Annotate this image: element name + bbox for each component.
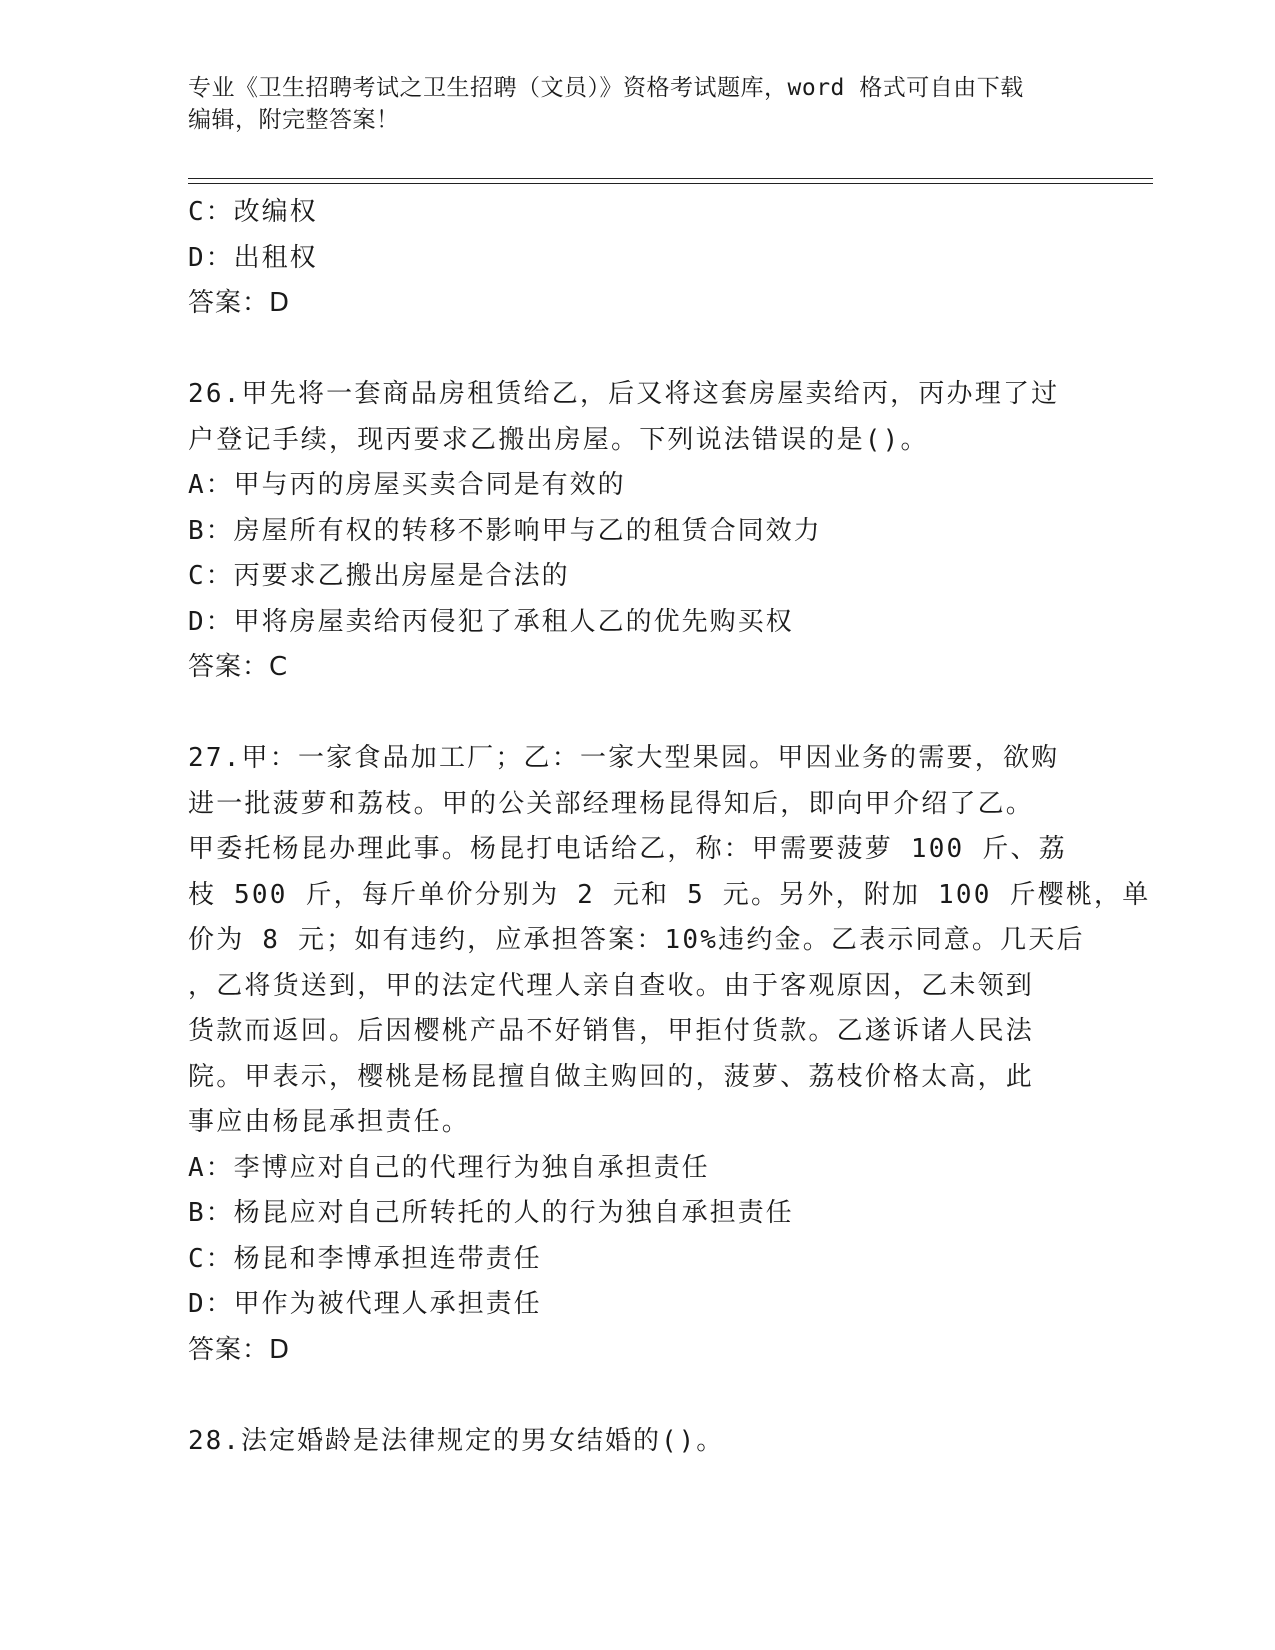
question-26 bbox=[188, 372, 1088, 691]
stem-line: 院。甲表示，樱桃是杨昆擅自做主购回的，菠萝、荔枝价格太高，此 bbox=[188, 1061, 1035, 1092]
question-25-tail bbox=[188, 190, 1088, 327]
stem-line: 货款而返回。后因樱桃产品不好销售，甲拒付货款。乙遂诉诸人民法 bbox=[188, 1016, 1035, 1046]
option-d: D：甲作为被代理人承担责任 bbox=[188, 1289, 542, 1319]
option-b: B：杨昆应对自己所转托的人的行为独自承担责任 bbox=[188, 1198, 794, 1228]
option-d: D：甲将房屋卖给丙侵犯了承租人乙的优先购买权 bbox=[188, 606, 794, 637]
stem-line: 甲委托杨昆办理此事。杨昆打电话给乙，称：甲需要菠萝 100 斤、荔 bbox=[188, 834, 1067, 864]
stem-line: 枝 500 斤，每斤单价分别为 2 元和 5 元。另外，附加 100 斤樱桃，单 bbox=[188, 879, 1151, 910]
question-stem bbox=[188, 372, 1088, 463]
option-c: C：杨昆和李博承担连带责任 bbox=[188, 1243, 542, 1274]
option-c: C：丙要求乙搬出房屋是合法的 bbox=[188, 561, 570, 591]
answer: 答案：C bbox=[188, 652, 289, 682]
answer: 答案：D bbox=[188, 288, 291, 318]
spacer bbox=[188, 327, 1088, 373]
header-divider-bottom bbox=[188, 183, 1153, 184]
stem-line: ，乙将货送到，甲的法定代理人亲自查收。由于客观原因，乙未领到 bbox=[188, 970, 1035, 1001]
header-divider-top bbox=[188, 178, 1153, 179]
document-header bbox=[188, 72, 1068, 136]
stem-line: 26.甲先将一套商品房租赁给乙，后又将这套房屋卖给丙，丙办理了过 bbox=[188, 379, 1060, 409]
option-a: A：李博应对自己的代理行为独自承担责任 bbox=[188, 1152, 710, 1183]
spacer bbox=[188, 1373, 1088, 1419]
stem-line: 进一批菠萝和荔枝。甲的公关部经理杨昆得知后，即向甲介绍了乙。 bbox=[188, 788, 1035, 819]
stem-line: 27.甲：一家食品加工厂；乙：一家大型果园。甲因业务的需要，欲购 bbox=[188, 743, 1060, 773]
stem-line: 价为 8 元；如有违约，应承担答案：10%违约金。乙表示同意。几天后 bbox=[188, 925, 1085, 955]
question-stem: 28.法定婚龄是法律规定的男女结婚的()。 bbox=[188, 1425, 725, 1456]
stem-line: 事应由杨昆承担责任。 bbox=[188, 1107, 471, 1137]
question-28 bbox=[188, 1419, 1088, 1465]
stem-line: 户登记手续，现丙要求乙搬出房屋。下列说法错误的是()。 bbox=[188, 424, 929, 455]
option-a: A：甲与丙的房屋买卖合同是有效的 bbox=[188, 470, 626, 500]
header-line-2: 编辑，附完整答案！ bbox=[188, 107, 400, 133]
option-b: B：房屋所有权的转移不影响甲与乙的租赁合同效力 bbox=[188, 515, 822, 546]
header-line-1: 专业《卫生招聘考试之卫生招聘（文员）》资格考试题库，word 格式可自由下载 bbox=[188, 75, 1024, 101]
question-27 bbox=[188, 736, 1151, 1373]
document-body bbox=[188, 190, 1151, 1464]
question-stem bbox=[188, 736, 1151, 1146]
spacer bbox=[188, 691, 1088, 737]
answer: 答案：D bbox=[188, 1334, 291, 1365]
option-c: C：改编权 bbox=[188, 197, 318, 227]
option-d: D：出租权 bbox=[188, 242, 318, 273]
